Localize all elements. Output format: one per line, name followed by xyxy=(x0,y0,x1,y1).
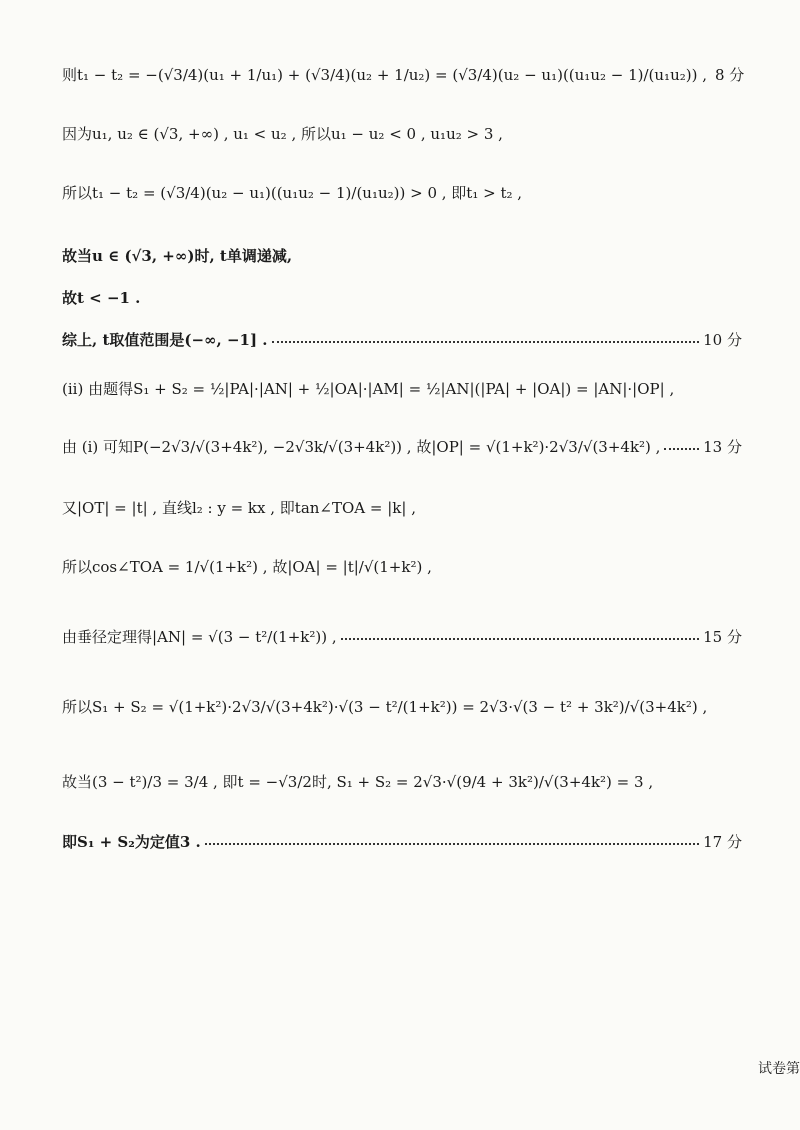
leader-dots xyxy=(272,341,700,343)
line-7-text: (ii) 由题得S₁ + S₂ = ½|PA|·|AN| + ½|OA|·|AM| = ½|AN|(|PA| + |OA|) = |AN|·|OP| , xyxy=(62,379,675,398)
line-8-text: 由 (i) 可知P(−2√3/√(3+4k²), −2√3k/√(3+4k²)) , 故|OP| = √(1+k²)·2√3/√(3+4k²) , xyxy=(62,437,661,456)
score-10: 10 分 xyxy=(703,330,742,349)
solution-line-10 xyxy=(62,544,742,588)
solution-line-6 xyxy=(62,324,742,354)
line-10-text: 所以cos∠TOA = 1/√(1+k²) , 故|OA| = |t|/√(1+k²) , xyxy=(62,557,432,576)
line-1-text: 则t₁ − t₂ = −(√3/4)(u₁ + 1/u₁) + (√3/4)(u₂ + 1/u₂) = (√3/4)(u₂ − u₁)((u₁u₂ − 1)/(u₁u₂)) , xyxy=(62,65,707,84)
solution-line-11 xyxy=(62,614,742,658)
solution-line-14 xyxy=(62,826,742,856)
line-5-text: 故t < −1 . xyxy=(62,288,141,307)
solution-line-8 xyxy=(62,424,742,468)
leader-dots xyxy=(664,448,699,450)
line-4-text: 故当u ∈ (√3, +∞)时, t单调递减, xyxy=(62,246,293,265)
solution-line-4 xyxy=(62,240,742,270)
page-footer: 试卷第 xyxy=(758,1061,800,1077)
solution-line-12 xyxy=(62,684,742,728)
line-2-text: 因为u₁, u₂ ∈ (√3, +∞) , u₁ < u₂ , 所以u₁ − u₂ < 0 , u₁u₂ > 3 , xyxy=(62,124,503,143)
score-8: 8 分 xyxy=(715,65,745,84)
solution-line-1 xyxy=(62,52,745,96)
solution-line-13 xyxy=(62,756,742,806)
leader-dots xyxy=(205,843,699,845)
solution-line-7 xyxy=(62,366,742,410)
line-11-text: 由垂径定理得|AN| = √(3 − t²/(1+k²)) , xyxy=(62,627,337,646)
solution-line-2 xyxy=(62,118,742,148)
solution-line-3 xyxy=(62,170,742,214)
score-13: 13 分 xyxy=(703,437,742,456)
line-13-text: 故当(3 − t²)/3 = 3/4 , 即t = −√3/2时, S₁ + S₂ = 2√3·√(9/4 + 3k²)/√(3+4k²) = 3 , xyxy=(62,772,654,791)
solution-line-5 xyxy=(62,284,742,310)
leader-dots xyxy=(341,638,700,640)
line-3-text: 所以t₁ − t₂ = (√3/4)(u₂ − u₁)((u₁u₂ − 1)/(u₁u₂)) > 0 , 即t₁ > t₂ , xyxy=(62,183,523,202)
score-15: 15 分 xyxy=(703,627,742,646)
score-17: 17 分 xyxy=(703,832,742,851)
solution-line-9 xyxy=(62,492,742,522)
line-14-text: 即S₁ + S₂为定值3 . xyxy=(62,832,201,851)
line-9-text: 又|OT| = |t| , 直线l₂ : y = kx , 即tan∠TOA = |k| , xyxy=(62,498,416,517)
line-12-text: 所以S₁ + S₂ = √(1+k²)·2√3/√(3+4k²)·√(3 − t²/(1+k²)) = 2√3·√(3 − t² + 3k²)/√(3+4k²) , xyxy=(62,697,708,716)
line-6-text: 综上, t取值范围是(−∞, −1] . xyxy=(62,330,268,349)
